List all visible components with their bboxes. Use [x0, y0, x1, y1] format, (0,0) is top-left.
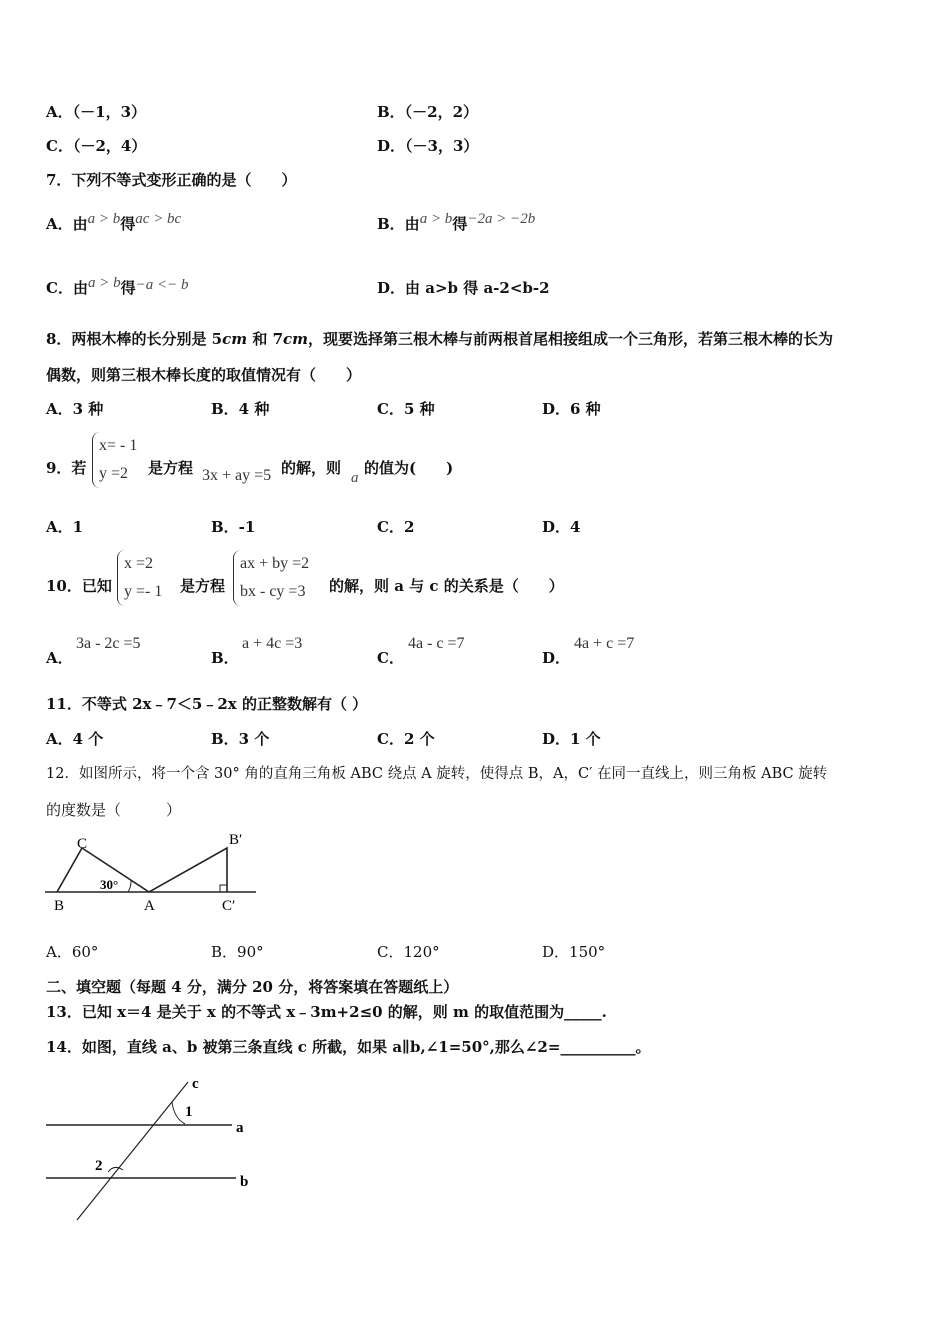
q10-option-b: a + 4c =3 — [242, 635, 303, 652]
q7-option-a — [46, 211, 182, 235]
q7-option-d: D．由 a>b 得 a-2<b-2 — [377, 279, 550, 297]
q8-text-b: 和 7 — [247, 330, 284, 348]
q14-label-1: 1 — [185, 1104, 193, 1120]
q7-c-mid: 得 — [120, 279, 136, 297]
q7-c-result: −a <− b — [135, 277, 189, 293]
q10-mid: 是方程 — [180, 577, 226, 595]
q10-s2-eq2: bx - cy =3 — [240, 583, 306, 600]
q10-option-d: 4a + c =7 — [574, 635, 635, 652]
q10-s1-eq1: x =2 — [124, 555, 154, 572]
q14-text: 14．如图，直线 a、b 被第三条直线 c 所截，如果 a∥b,∠1=50°,那么∠2=__________。 — [46, 1038, 651, 1056]
q8-stem-line1 — [46, 329, 833, 349]
q7-option-b — [377, 211, 536, 235]
q9-eq2: y =2 — [99, 465, 129, 482]
q9-tail: 的解，则 — [281, 459, 342, 477]
q10-system2 — [233, 550, 309, 606]
q12-option-c: C．120° — [377, 943, 440, 961]
q6-option-a: A．（－1，3） — [46, 103, 147, 121]
q9-eq1: x= - 1 — [99, 437, 138, 454]
q7-c-prefix: C．由 — [46, 279, 88, 297]
q12-right-angle-mark — [220, 885, 227, 892]
q9-option-b: B．-1 — [211, 518, 256, 536]
q10-option-c-label: C． — [377, 649, 404, 667]
q12-stem-line1: 12．如图所示，将一个含 30° 角的直角三角板 ABC 绕点 A 旋转，使得点 B，A，C′ 在同一直线上，则三角板 ABC 旋转 — [46, 766, 828, 782]
q10-s1-eq2: y =- 1 — [124, 583, 163, 600]
q12-option-d: D．150° — [542, 943, 606, 961]
q7-b-result: −2a > −2b — [467, 211, 536, 227]
q8-text-a: 8．两根木棒的长分别是 5 — [46, 330, 223, 348]
q7-b-cond: a > b — [419, 211, 453, 227]
q7-c-cond: a > b — [87, 275, 121, 291]
q9-option-d: D．4 — [542, 518, 581, 536]
section2-heading: 二、填空题（每题 4 分，满分 20 分，将答案填在答题纸上） — [46, 978, 459, 996]
q9-var: a — [351, 470, 359, 486]
q10-option-d-label: D． — [542, 649, 571, 667]
q11-option-a: A．4 个 — [46, 730, 104, 748]
q6-option-c: C．（－2，4） — [46, 137, 147, 155]
q7-b-mid: 得 — [452, 215, 468, 233]
q6-option-d: D．（－3，3） — [377, 137, 479, 155]
q9-end: 的值为( ) — [364, 459, 454, 477]
q9-system — [92, 432, 137, 488]
q8-option-d: D．6 种 — [542, 400, 601, 418]
q9-option-a: A．1 — [46, 518, 84, 536]
q12-triangle-figure — [40, 828, 265, 918]
q12-label-cprime: C′ — [222, 898, 236, 914]
q6-option-b: B．（－2，2） — [377, 103, 479, 121]
q7-a-cond: a > b — [87, 211, 121, 227]
q9-equation: 3x + ay =5 — [202, 467, 272, 484]
q10-s2-eq1: ax + by =2 — [240, 555, 310, 572]
q7-a-prefix: A．由 — [46, 215, 88, 233]
q12-label-bprime: B′ — [229, 832, 243, 848]
q14-label-a: a — [236, 1120, 244, 1136]
q10-option-b-label: B． — [211, 649, 239, 667]
q11-option-c: C．2 个 — [377, 730, 435, 748]
q12-triangle-ab-c — [149, 848, 227, 892]
q9-prefix: 9．若 — [46, 459, 87, 477]
q11-option-b: B．3 个 — [211, 730, 270, 748]
q12-angle-arc — [128, 881, 131, 892]
q8-option-b: B．4 种 — [211, 400, 270, 418]
q11-option-d: D．1 个 — [542, 730, 601, 748]
q8-text-c: ，现要选择第三根木棒与前两根首尾相接组成一个三角形，若第三根木棒的长为 — [308, 330, 834, 348]
q8-unit1: cm — [222, 330, 248, 348]
q14-label-2: 2 — [95, 1158, 103, 1174]
q14-label-c: c — [192, 1076, 199, 1092]
q10-option-c: 4a - c =7 — [408, 635, 465, 652]
q7-option-c — [46, 275, 189, 299]
q10-option-a-label: A． — [46, 649, 73, 667]
q10-tail: 的解，则 a 与 c 的关系是（ ） — [329, 577, 564, 595]
q8-unit2: cm — [283, 330, 309, 348]
q14-line-c — [77, 1082, 188, 1220]
q7-b-prefix: B．由 — [377, 215, 420, 233]
q8-option-c: C．5 种 — [377, 400, 435, 418]
q10-prefix: 10．已知 — [46, 577, 112, 595]
q12-label-angle: 30° — [100, 877, 119, 892]
q8-stem-line2: 偶数，则第三根木棒长度的取值情况有（ ） — [46, 366, 362, 384]
q9-option-c: C．2 — [377, 518, 415, 536]
q14-angle1-arc — [172, 1102, 185, 1124]
q12-option-b: B．90° — [211, 943, 264, 961]
q10-system1 — [117, 550, 162, 606]
q9-mid: 是方程 — [148, 459, 194, 477]
q12-label-c: C — [77, 836, 88, 852]
q12-label-b: B — [54, 898, 65, 914]
q14-parallel-lines-figure — [40, 1072, 265, 1227]
q14-label-b: b — [240, 1174, 249, 1190]
q8-option-a: A．3 种 — [46, 400, 104, 418]
q12-option-a: A．60° — [46, 943, 99, 961]
q10-option-a: 3a - 2c =5 — [76, 635, 141, 652]
q12-label-a: A — [144, 898, 155, 914]
q12-stem-line2: 的度数是（ ） — [46, 801, 182, 819]
q7-a-result: ac > bc — [135, 211, 182, 227]
q7-stem: 7．下列不等式变形正确的是（ ） — [46, 171, 297, 189]
q13-text: 13．已知 x＝4 是关于 x 的不等式 x﹣3m+2≤0 的解，则 m 的取值范围为_____. — [46, 1003, 607, 1021]
q7-a-mid: 得 — [120, 215, 136, 233]
q11-stem: 11．不等式 2x﹣7＜5﹣2x 的正整数解有（ ） — [46, 695, 368, 713]
